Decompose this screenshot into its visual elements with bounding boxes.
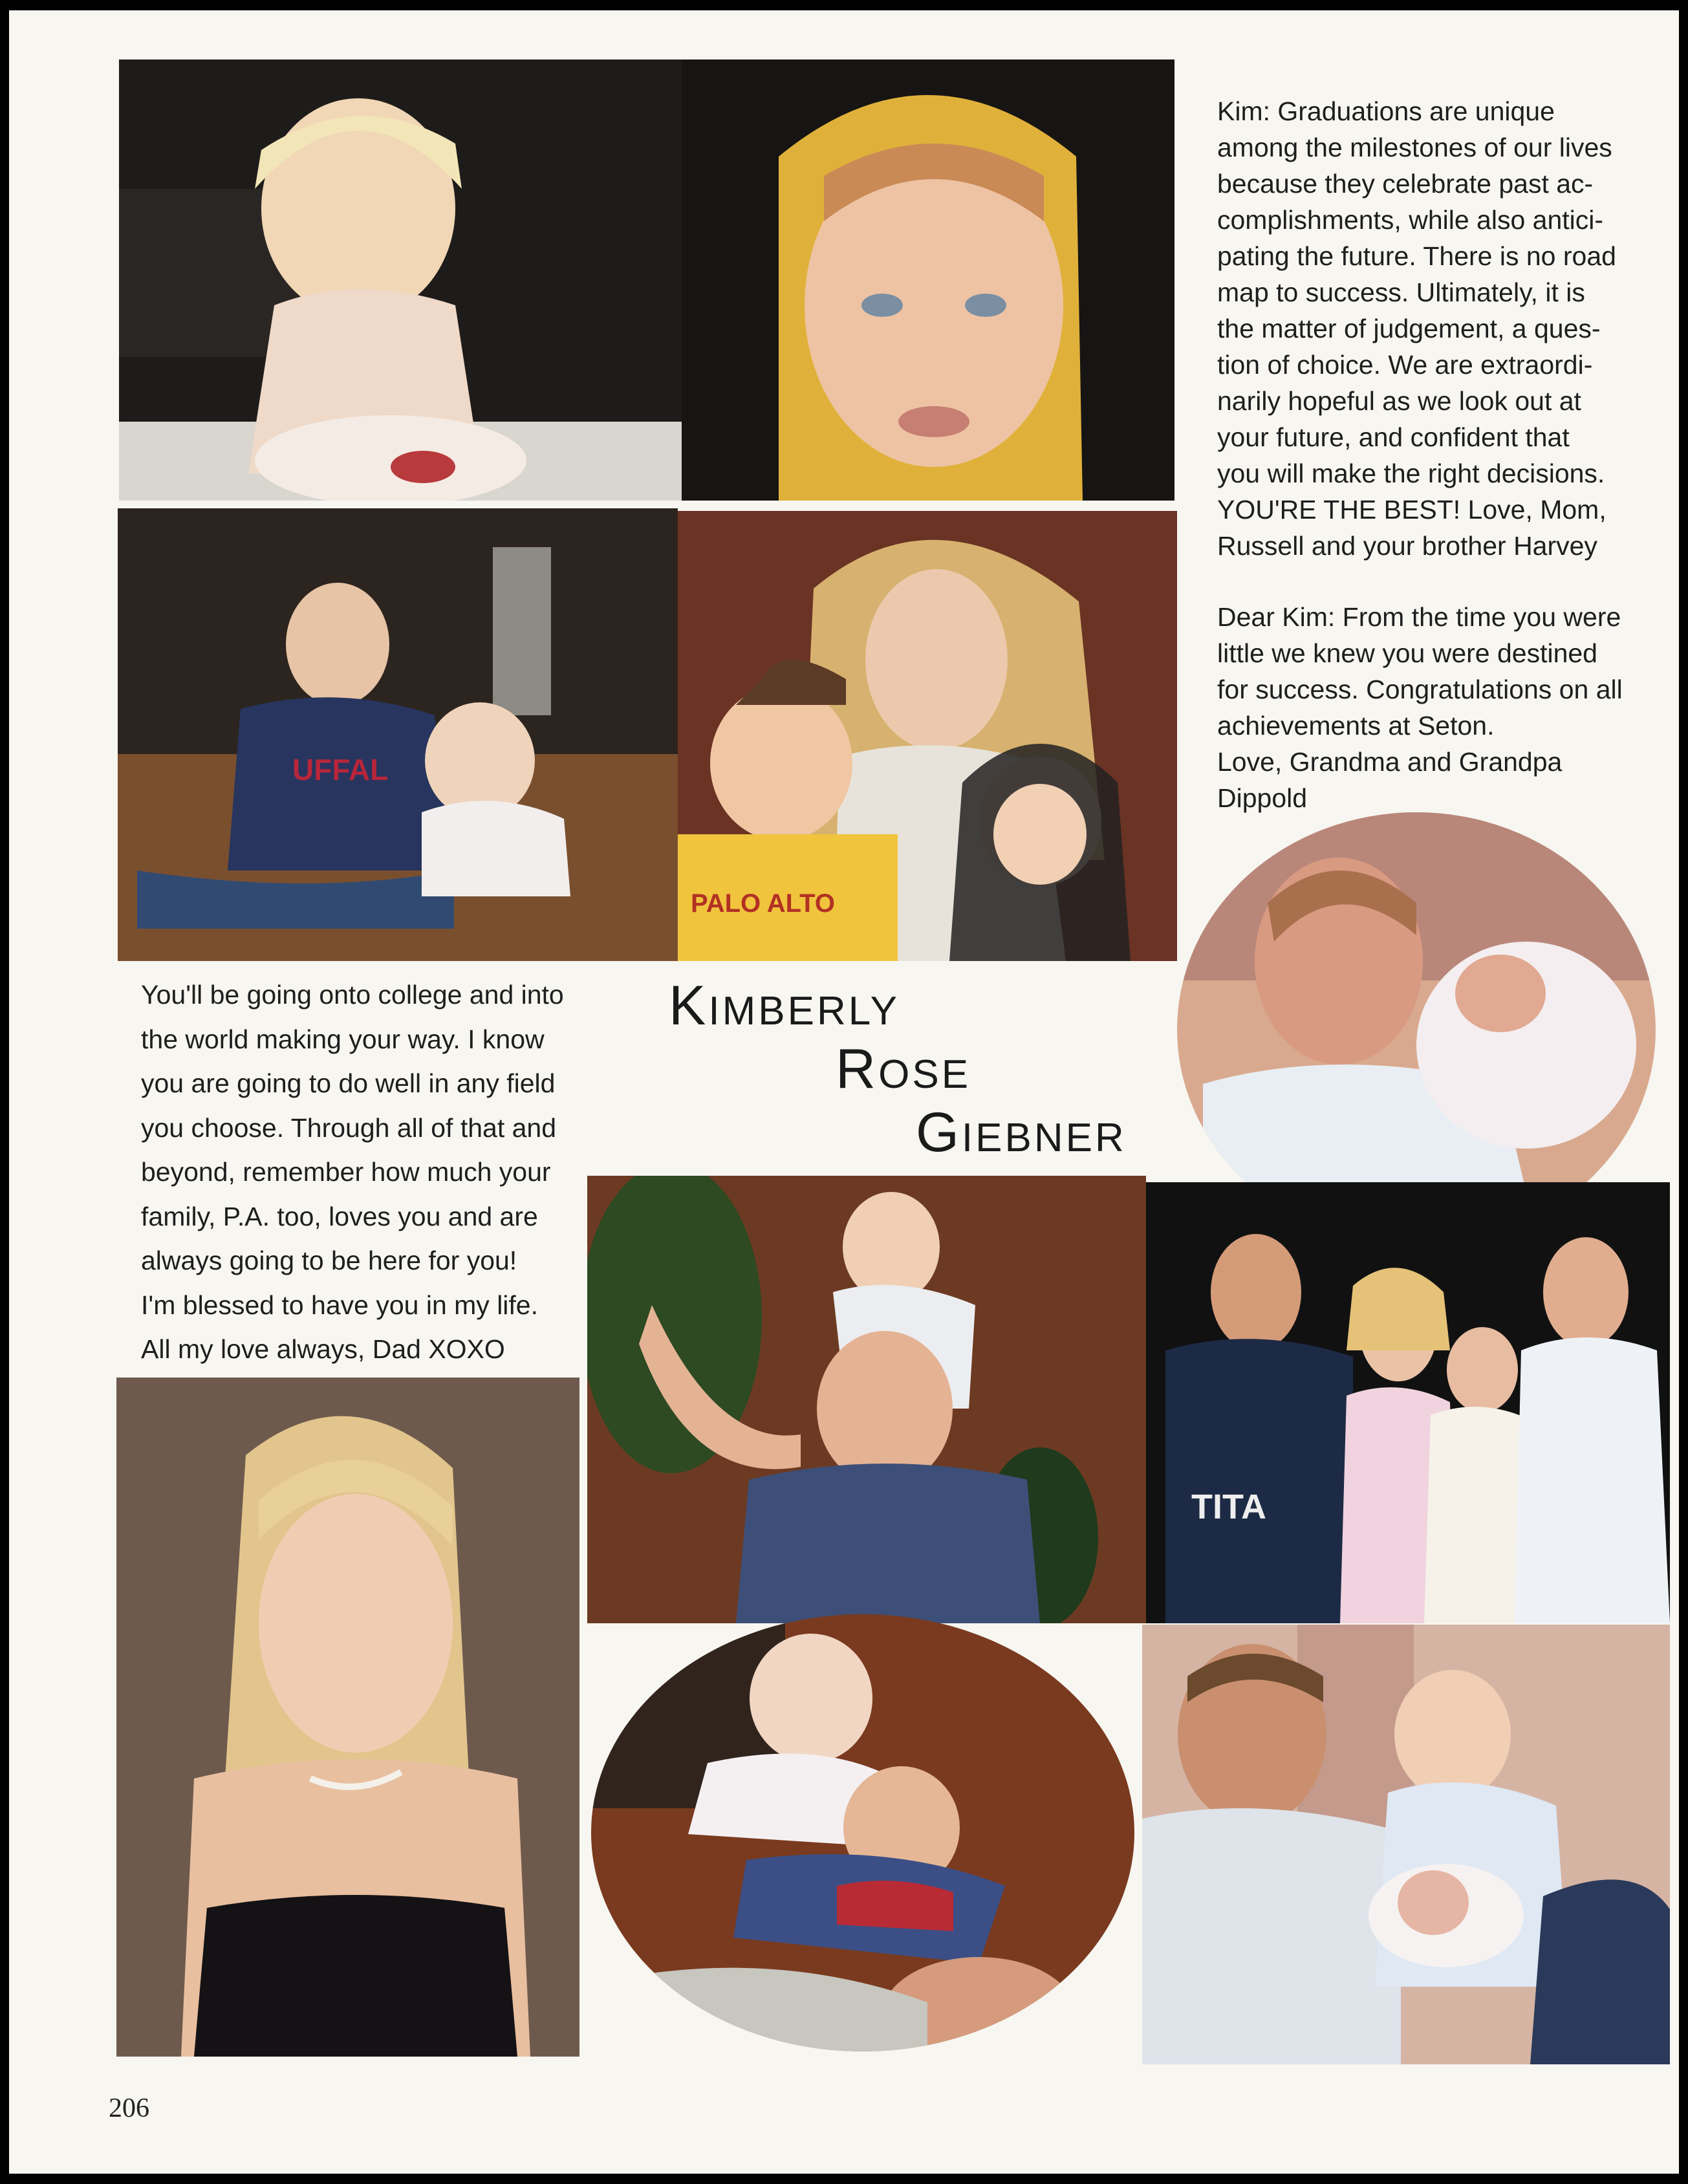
photo-senior-portrait bbox=[116, 1378, 579, 2057]
shirt-text-buffalo: UFFAL bbox=[292, 753, 389, 786]
message-from-dad: You'll be going onto college and into the world making your way. I know you are going to do well in any field you choose. Through all of that and beyond, remember how much your family, P.A. too, loves you and are always going to be here for you! I'm blessed to have you in my life. All my love always, Dad XOXO bbox=[141, 980, 564, 1364]
photo-hospital-newborn bbox=[1142, 1625, 1670, 2064]
message-from-mom: Kim: Graduations are unique among the milestones of our lives because they celebrate past ac- complishments, while also antici- pating the future. There is no road map to success. Ultimately, it is the matter of judgement, a ques- tion of choice. We are extraordi- narily hopeful as we look out at your future, and confident that you will make the right decisions. YOU'RE THE BEST! Love, Mom, Russell and your brother Harvey bbox=[1217, 96, 1616, 561]
yearbook-page bbox=[9, 10, 1679, 2174]
shirt-text-titans: TITA bbox=[1191, 1487, 1266, 1526]
photo-toddler-cake bbox=[119, 59, 682, 501]
name-middle: ROSE bbox=[836, 1038, 971, 1100]
photo-mom-with-children bbox=[678, 511, 1177, 961]
student-name-heading bbox=[669, 974, 1199, 1181]
photo-child-yellow-hood bbox=[682, 59, 1174, 501]
message-from-grandparents: Dear Kim: From the time you were little we knew you were destined for success. Congratulations on all achievements at Seton. Love, Grandma and Grandpa Dippold bbox=[1217, 602, 1623, 813]
photo-dad-baby-on-shoulders bbox=[587, 1176, 1146, 1623]
name-last: GIEBNER bbox=[916, 1101, 1127, 1163]
photo-family-group bbox=[1146, 1182, 1670, 1623]
name-first: KIMBERLY bbox=[669, 975, 900, 1037]
page-number: 206 bbox=[109, 2093, 149, 2123]
shirt-text-palo-alto: PALO ALTO bbox=[691, 889, 835, 918]
photo-kids-on-dad bbox=[591, 1614, 1134, 2051]
photo-boy-feeding-baby bbox=[118, 508, 678, 961]
